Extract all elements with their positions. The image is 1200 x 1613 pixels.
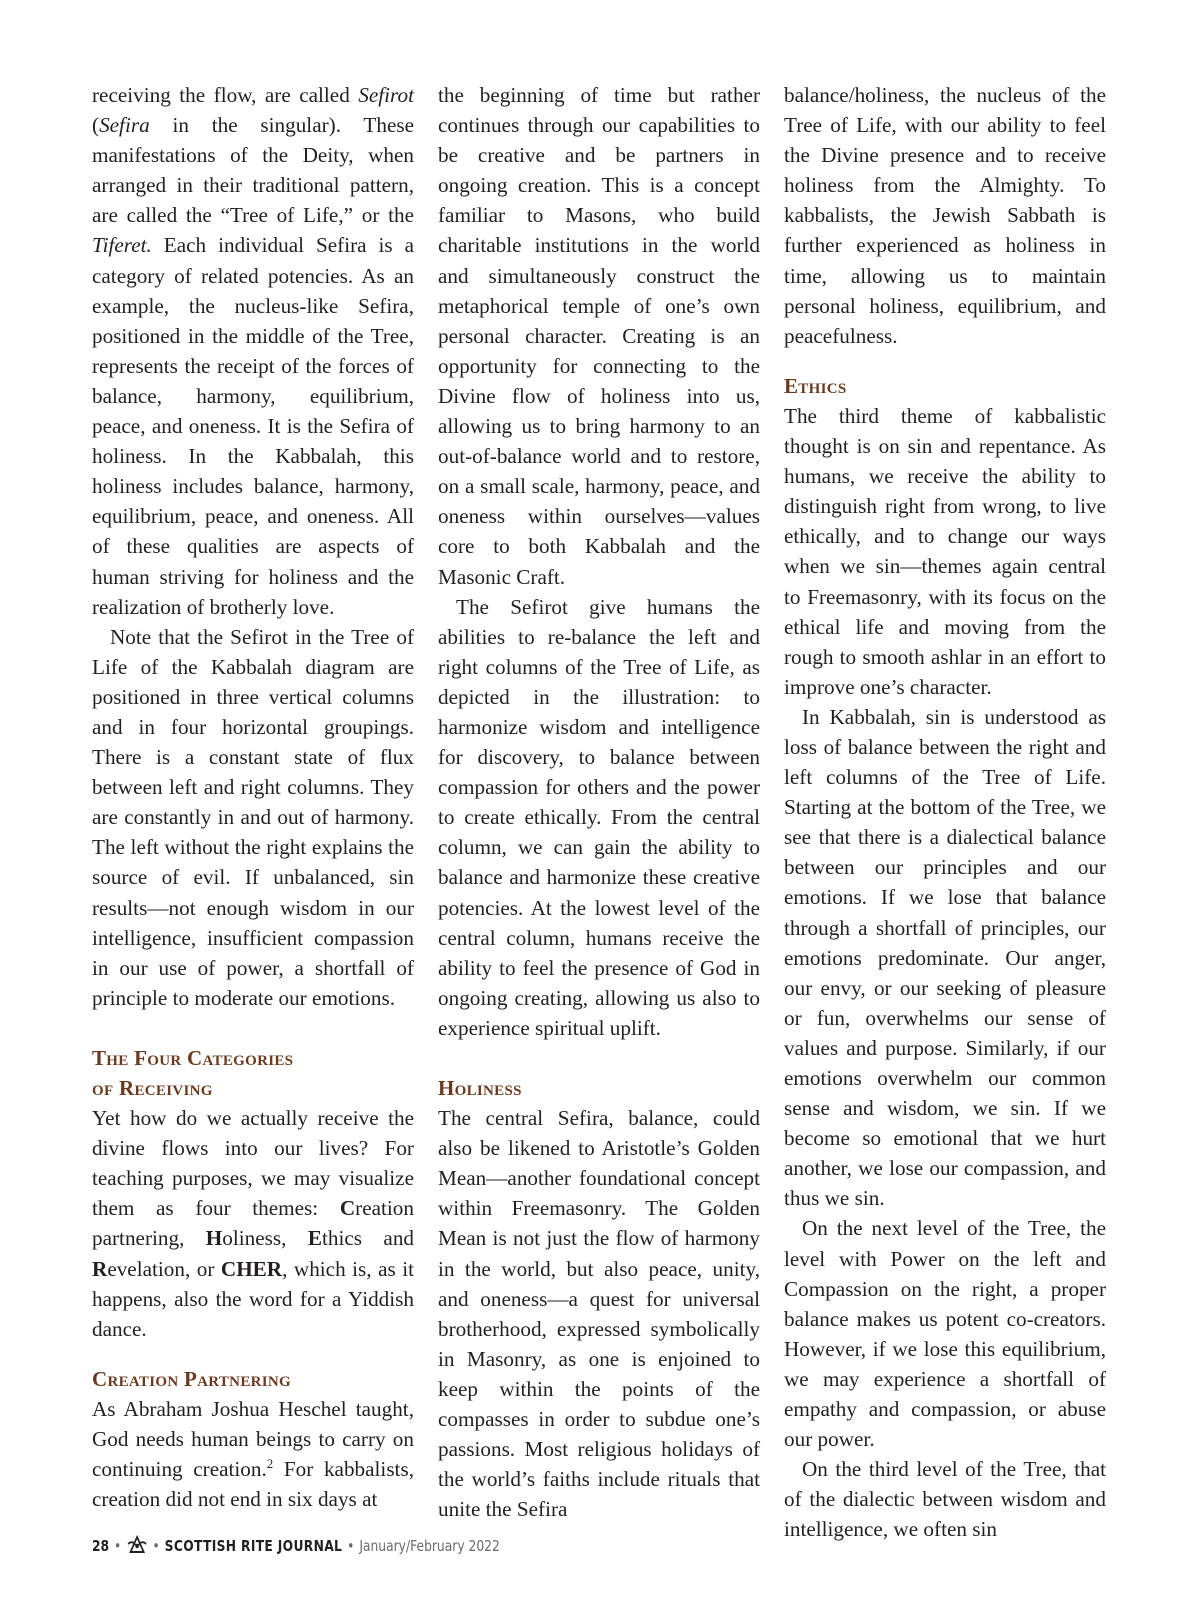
double-eagle-emblem-icon (126, 1535, 147, 1557)
heading-four-categories: The Four Categories of Receiving (92, 1045, 294, 1100)
column-right (784, 80, 1106, 1545)
paragraph-power-compassion: On the next level of the Tree, the level with Power on the left and Compassion on the right, a proper balance makes us potent co-creators. However, if we lose this equilibrium, we may experience a shortfall of empathy and compassion, or abuse our power. (784, 1216, 1106, 1452)
paragraph-loss-of-balance: In Kabbalah, sin is understood as loss of balance between the right and left columns of the Tree of Life. Starting at the bottom of the Tree, we see that there is a dialectical balance between our principles and our emotions. If we lose that balance through a shortfall of principles, our emotions predominate. Our anger, our envy, or our seeking of pleasure or fun, overwhelms our sense of values and purpose. Similarly, if our emotions overwhelm our common sense and wisdom, we sin. If we become so emotional that we hurt another, we lose our compassion, and thus we sin. (784, 704, 1106, 1211)
paragraph-heschel: As Abraham Joshua Heschel taught, God needs human beings to carry on continuing creation.$^2$ For kabbalists, creation did not end in six days at (92, 1396, 414, 1512)
paragraph-sefirot-intro: receiving the flow, are called Sefirot (Sefira in the singular). These manifestations of the Deity, when arranged in their traditional pattern, are called the “Tree of Life,” or the Tiferet. Each individual Sefira is a category of related potencies. As an example, the nucleus-like Sefira, positioned in the middle of the Tree, represents the receipt of the forces of balance, harmony, equilibrium, peace, and oneness. It is the Sefira of holiness. In the Kabbalah, this holiness includes balance, harmony, equilibrium, peace, and oneness. All of these qualities are aspects of human striving for holiness and the realization of brotherly love. (92, 83, 414, 619)
issue-date: January/February 2022 (359, 1537, 500, 1555)
footnote-marker: 2 (266, 1456, 274, 1472)
paragraph-golden-mean: The central Sefira, balance, could also be likened to Aristotle’s Golden Mean—another foundational concept within Freemasonry. The Golden Mean is not just the flow of harmony in the world, but also peace, unity, and oneness—a quest for universal brotherhood, expressed symbolically in Masonry, as one is enjoined to keep within the points of the compasses in order to subdue one’s passions. Most religious holidays of the world’s faiths include rituals that unite the Sefira (438, 1106, 760, 1522)
paragraph-cher: Yet how do we actually receive the divine flows into our lives? For teaching purposes, we may visualize them as four themes: Creation partnering, Holiness, Ethics and Revelation, or CHER, which is, as it happens, also the word for a Yiddish dance. (92, 1106, 415, 1341)
paragraph-sabbath: balance/holiness, the nucleus of the Tree of Life, with our ability to feel the Divine presence and to receive holiness from the Almighty. To kabbalists, the Jewish Sabbath is further experienced as holiness in time, allowing us to maintain personal holiness, equilibrium, and peacefulness. (784, 83, 1106, 348)
journal-name: SCOTTISH RITE JOURNAL (164, 1537, 343, 1555)
page-footer (92, 1535, 500, 1557)
paragraph-third-level: On the third level of the Tree, that of the dialectic between wisdom and intelligence, we often sin (784, 1457, 1106, 1542)
heading-creation-partnering: Creation Partnering (92, 1366, 291, 1391)
paragraph-sin-repentance: The third theme of kabbalistic thought is on sin and repentance. As humans, we receive the ability to distinguish right from wrong, to live ethically, and to change our ways when we sin—themes again central to Freemasonry, with its focus on the ethical life and moving from the rough to smooth ashlar in an effort to improve one’s character. (784, 403, 1106, 699)
heading-holiness: Holiness (438, 1076, 522, 1100)
paragraph-rebalance: The Sefirot give humans the abilities to re-balance the left and right columns of the Tree of Life, as depicted in the illustration: to harmonize wisdom and intelligence for discovery, to balance between compassion for others and the power to create ethically. From the central column, we can gain the ability to balance and harmonize these creative potencies. At the lowest level of the central column, humans receive the ability to feel the presence of God in ongoing creating, allowing us also to experience spiritual uplift. (438, 594, 760, 1040)
footer-separator: • (152, 1537, 160, 1555)
paragraph-tree-columns: Note that the Sefirot in the Tree of Life of the Kabbalah diagram are positioned in three vertical columns and in four horizontal groupings. There is a constant state of flux between left and right columns. They are constantly in and out of harmony. The left without the right explains the source of evil. If unbalanced, sin results—not enough wisdom in our intelligence, insufficient compassion in our use of power, a shortfall of principle to moderate our emotions. (92, 624, 414, 1010)
page-number: 28 (92, 1537, 110, 1555)
footer-separator: • (347, 1537, 355, 1555)
footer-separator: • (114, 1537, 122, 1555)
column-middle (438, 80, 760, 1524)
column-left (92, 80, 414, 1514)
paragraph-creation-continues: the beginning of time but rather continues through our capabilities to be creative and be partners in ongoing creation. This is a concept familiar to Masons, who build charitable institutions in the world and simultaneously construct the metaphorical temple of one’s own personal character. Creating is an opportunity for connecting to the Divine flow of holiness into us, allowing us to bring harmony to an out-of-balance world and to restore, on a small scale, harmony, peace, and oneness within ourselves—values core to both Kabbalah and the Masonic Craft. (438, 83, 760, 589)
heading-ethics: Ethics (784, 373, 847, 398)
